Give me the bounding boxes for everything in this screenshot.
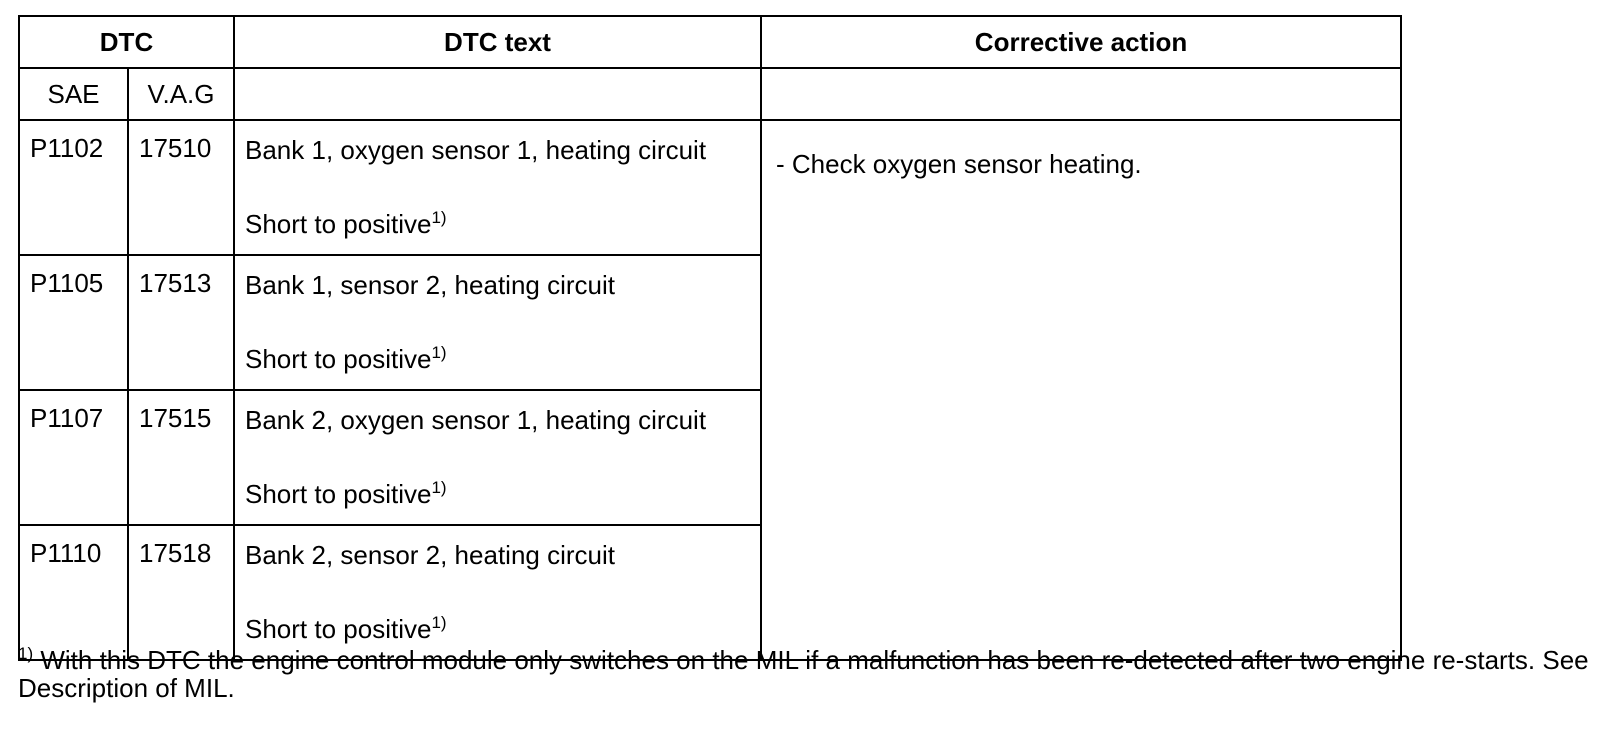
dtc-description: Bank 1, sensor 2, heating circuit [245, 270, 615, 300]
dtc-condition-text: Short to positive [245, 614, 432, 644]
table-header-row [19, 16, 1401, 68]
sae-code: P1102 [19, 120, 128, 255]
dtc-text-cell [234, 525, 761, 660]
dtc-condition [245, 612, 760, 646]
dtc-text-cell [234, 120, 761, 255]
sae-code: P1110 [19, 525, 128, 660]
footnote [18, 646, 1598, 702]
dtc-condition-text: Short to positive [245, 479, 432, 509]
dtc-condition-text: Short to positive [245, 209, 432, 239]
footnote-mark: 1) [431, 613, 447, 632]
corrective-action-cell: - Check oxygen sensor heating. [761, 120, 1401, 660]
footnote-mark: 1) [431, 478, 447, 497]
subheader-sae: SAE [19, 68, 128, 120]
vag-code: 17515 [128, 390, 234, 525]
dtc-condition-text: Short to positive [245, 344, 432, 374]
footnote-end: . [227, 673, 235, 703]
subheader-empty-text [234, 68, 761, 120]
footnote-mark: 1) [18, 644, 34, 663]
dtc-table [18, 15, 1402, 661]
vag-code: 17518 [128, 525, 234, 660]
footnote-text: With this DTC the engine control module only switches on the MIL if a malfunction has been re-detected after two engine re-starts. [33, 645, 1543, 675]
table-row [19, 120, 1401, 255]
dtc-condition [245, 477, 760, 511]
dtc-description: Bank 2, oxygen sensor 1, heating circuit [245, 405, 707, 435]
dtc-condition [245, 207, 760, 241]
header-corrective-action: Corrective action [761, 16, 1401, 68]
dtc-description: Bank 2, sensor 2, heating circuit [245, 540, 615, 570]
dtc-description: Bank 1, oxygen sensor 1, heating circuit [245, 135, 707, 165]
dtc-text-cell [234, 390, 761, 525]
table-subheader-row [19, 68, 1401, 120]
sae-code: P1107 [19, 390, 128, 525]
header-dtc: DTC [19, 16, 234, 68]
dtc-condition [245, 342, 760, 376]
header-dtc-text: DTC text [234, 16, 761, 68]
vag-code: 17510 [128, 120, 234, 255]
dtc-text-cell [234, 255, 761, 390]
footnote-mark: 1) [431, 343, 447, 362]
sae-code: P1105 [19, 255, 128, 390]
vag-code: 17513 [128, 255, 234, 390]
mil-description-link[interactable]: See Description of MIL [18, 645, 1589, 703]
footnote-mark: 1) [431, 208, 447, 227]
subheader-empty-action [761, 68, 1401, 120]
subheader-vag: V.A.G [128, 68, 234, 120]
